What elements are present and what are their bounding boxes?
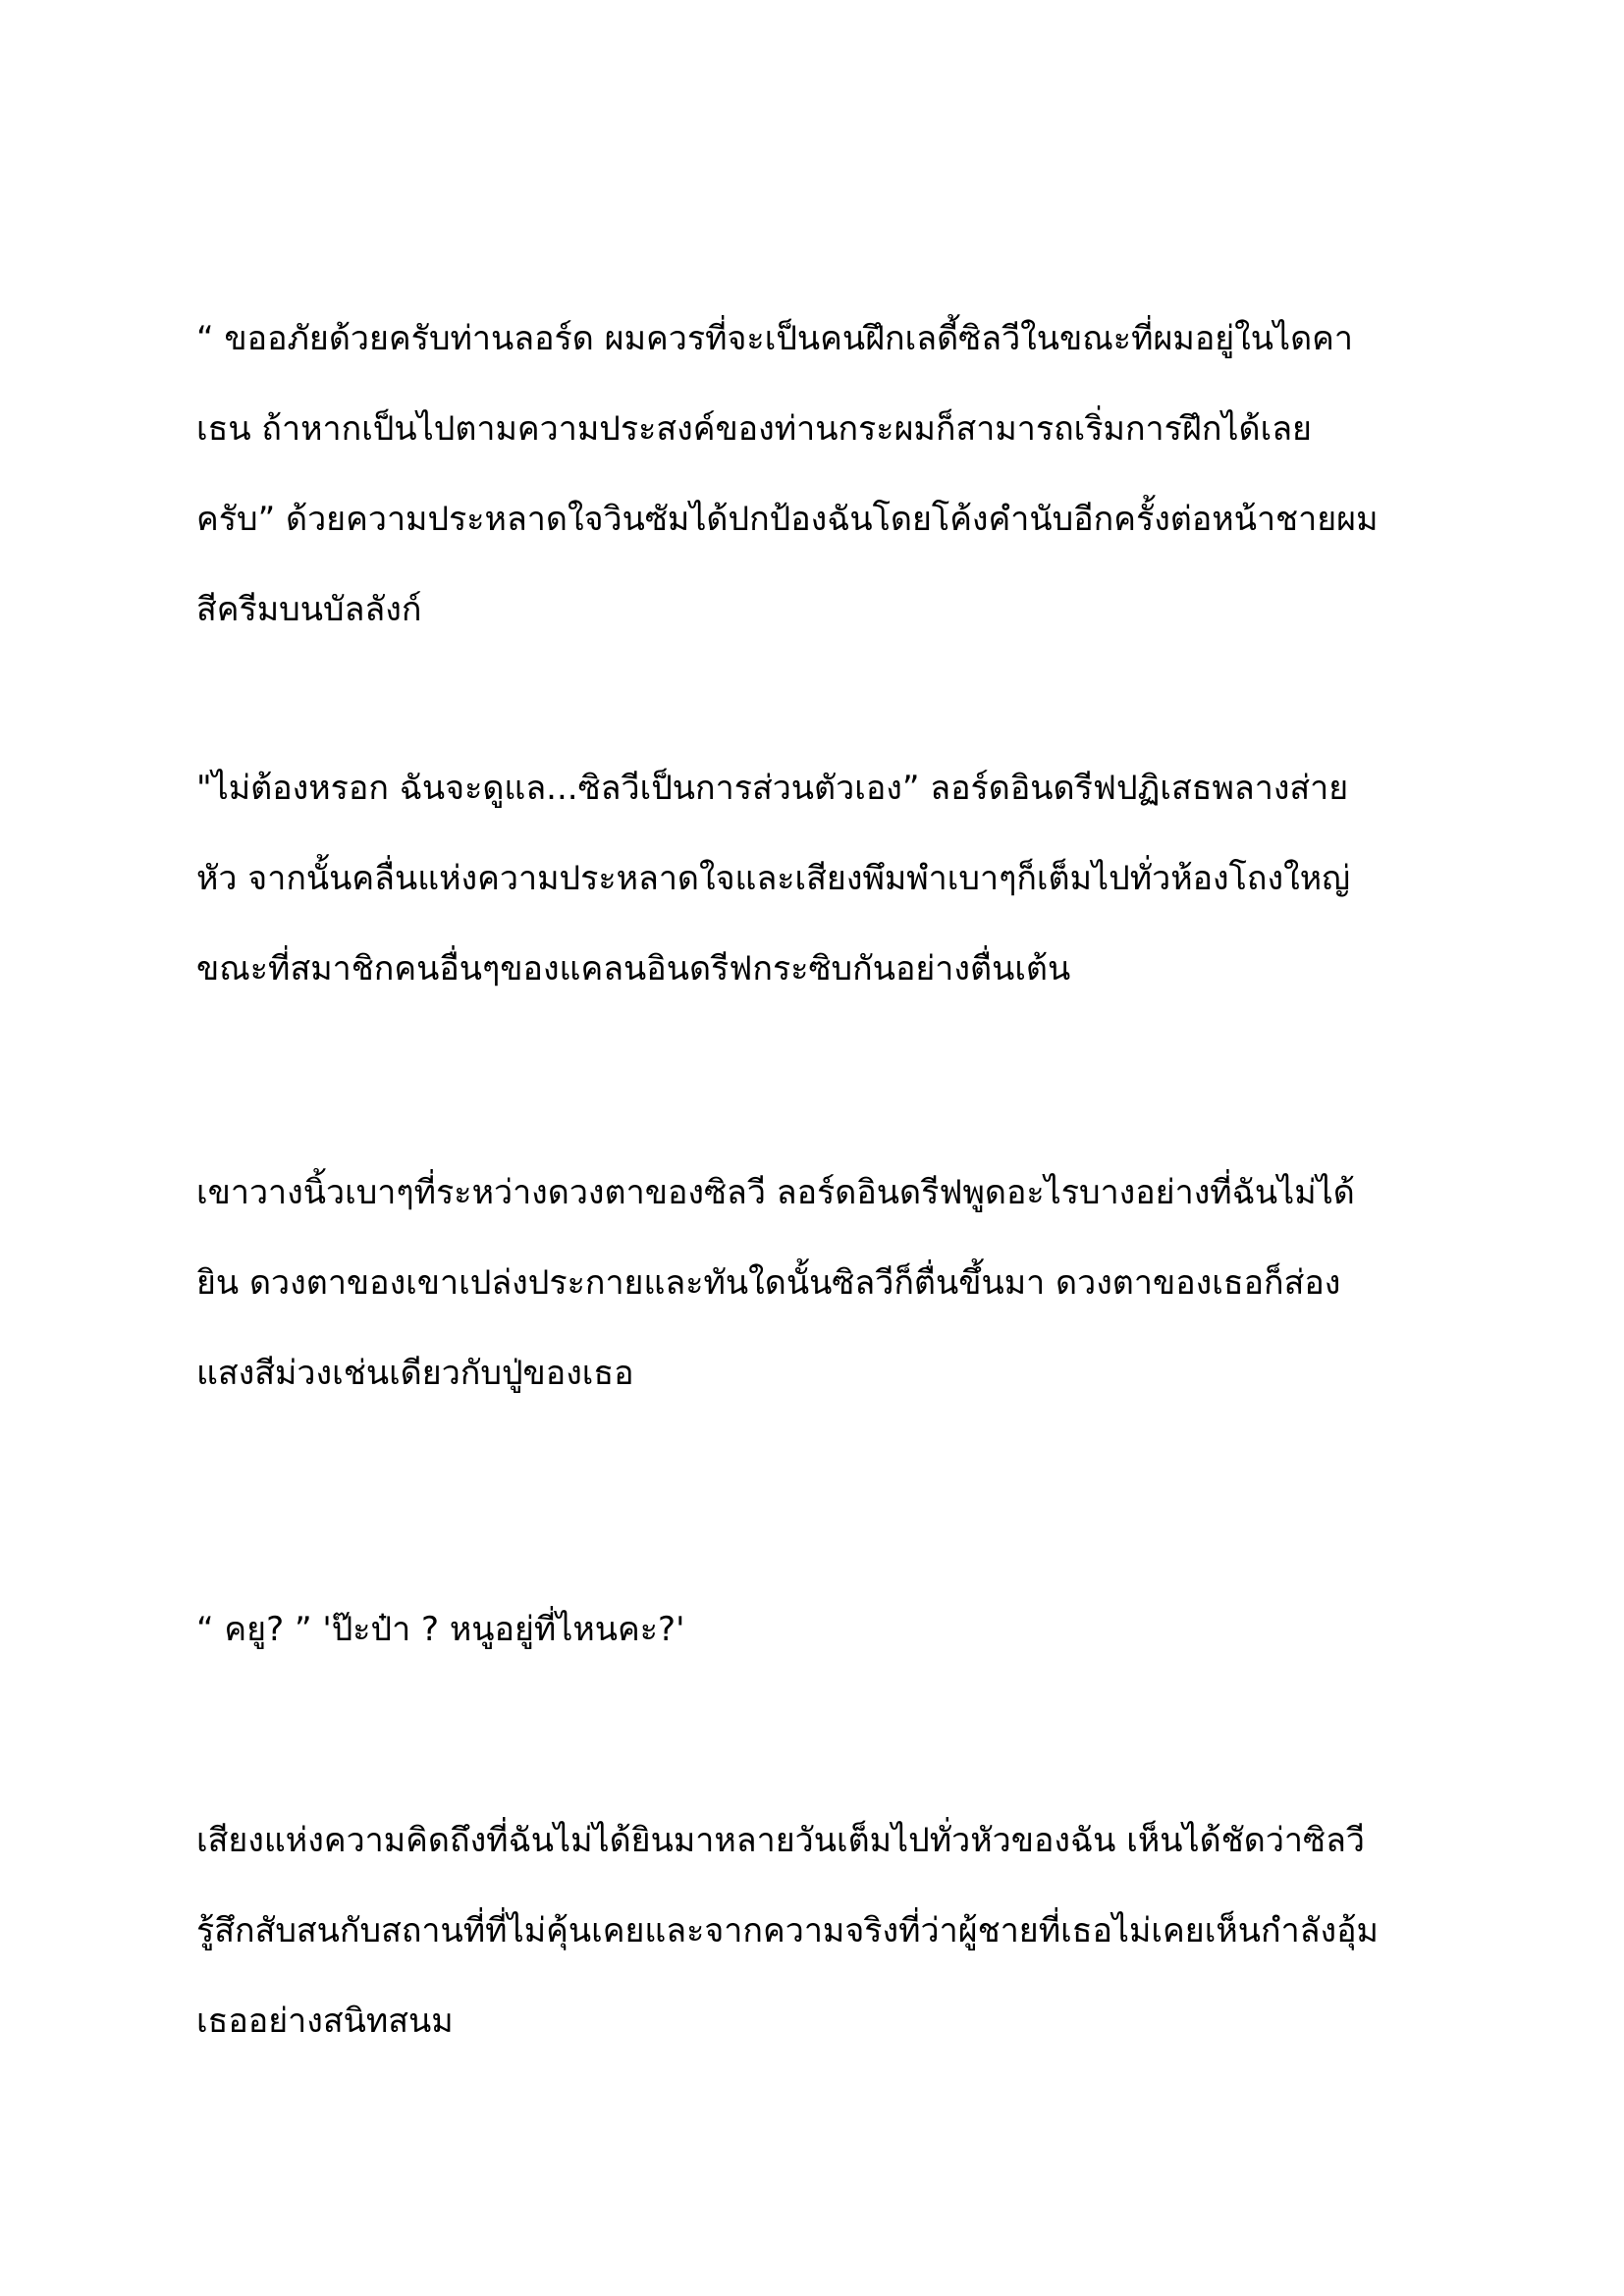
text-line: เสียงแห่งความคิดถึงที่ฉันไม่ได้ยินมาหลายวันเต็มไปทั่วหัวของฉัน เห็นได้ชัดว่าซิลวี: [196, 1821, 1366, 1860]
text-line: เธน ถ้าหากเป็นไปตามความประสงค์ของท่านกระผมก็สามารถเริ่มการฝึกได้เลย: [196, 409, 1312, 449]
text-line: “ คยู? ” 'ป๊ะป๋า ? หนูอยู่ที่ไหนคะ?': [196, 1610, 685, 1649]
text-line: แสงสีม่วงเช่นเดียวกับปู่ของเธอ: [196, 1354, 634, 1393]
text-line: เธออย่างสนิทสนม: [196, 2002, 454, 2041]
paragraph-dialogue: [196, 1584, 1463, 1675]
text-line: ยิน ดวงตาของเขาเปล่งประกายและทันใดนั้นซิลวีก็ตื่นขึ้นมา ดวงตาของเธอก็ส่อง: [196, 1263, 1341, 1303]
text-line: สีครีมบนบัลลังก์: [196, 590, 422, 629]
text-line: ขณะที่สมาชิกคนอื่นๆของแคลนอินดรีฟกระซิบกันอย่างตื่นเต้น: [196, 949, 1071, 988]
paragraph-refusal: [196, 743, 1463, 1014]
text-line: "ไม่ต้องหรอก ฉันจะดูแล...ซิลวีเป็นการส่วนตัวเอง” ลอร์ดอินดรีฟปฏิเสธพลางส่าย: [196, 769, 1349, 808]
paragraph-awakening: [196, 1148, 1463, 1418]
text-line: รู้สึกสับสนกับสถานที่ที่ไม่คุ้นเคยและจากความจริงที่ว่าผู้ชายที่เธอไม่เคยเห็นกำลังอุ้ม: [196, 1911, 1379, 1950]
text-line: “ ขออภัยด้วยครับท่านลอร์ด ผมควรที่จะเป็นคนฝึกเลดี้ซิลวีในขณะที่ผมอยู่ในไดคา: [196, 319, 1354, 358]
text-line: เขาวางนิ้วเบาๆที่ระหว่างดวงตาของซิลวี ลอร์ดอินดรีฟพูดอะไรบางอย่างที่ฉันไม่ได้: [196, 1173, 1355, 1212]
text-line: หัว จากนั้นคลื่นแห่งความประหลาดใจและเสียงพึมพำเบาๆก็เต็มไปทั่วห้องโถงใหญ่: [196, 859, 1351, 898]
text-line: ครับ” ด้วยความประหลาดใจวินซัมได้ปกป้องฉันโดยโค้งคำนับอีกครั้งต่อหน้าชายผม: [196, 500, 1379, 539]
paragraph-apology: [196, 294, 1463, 655]
paragraph-thoughts: [196, 1795, 1463, 2066]
